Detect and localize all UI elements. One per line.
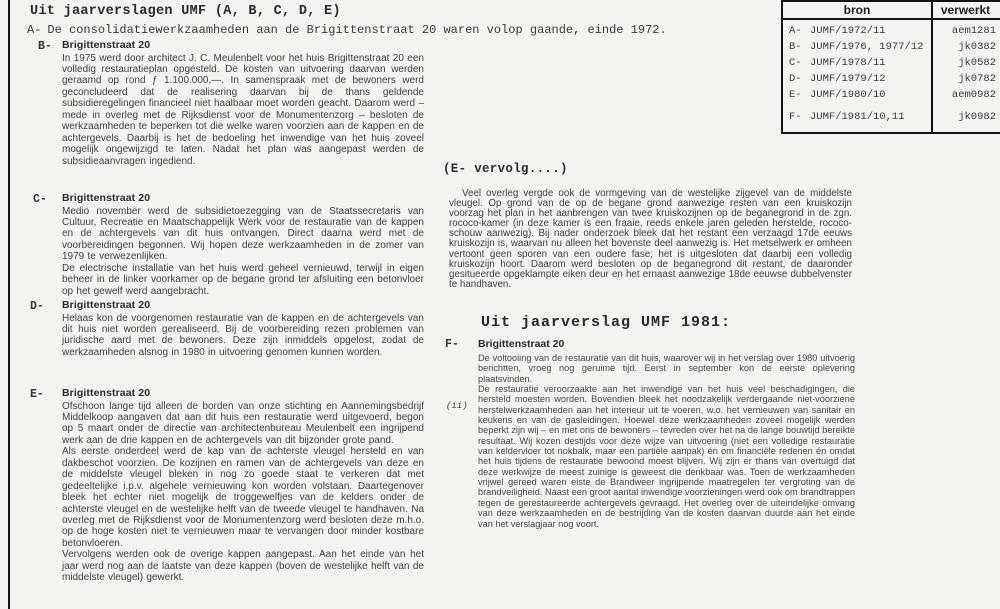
- table-row: [783, 87, 1000, 103]
- table-header-row: [783, 2, 1000, 20]
- section-paragraph: De voltooiing van de restauratie van dit huis, waarover wij in het verslag over 1980 uitvoerig berichtten, vroeg nog geruime tijd. Eerst in september kon de eerste oplevering plaatsvinden.: [478, 353, 855, 384]
- row-letter: A-: [789, 25, 802, 37]
- intro-letter: A-: [27, 23, 42, 37]
- section-e: [30, 387, 424, 584]
- section-letter: D-: [30, 300, 44, 313]
- row-verwerkt: jk0582: [958, 57, 996, 69]
- section-c: [30, 192, 424, 297]
- row-letter: C-: [789, 57, 802, 69]
- section-paragraph: Helaas kon de voorgenomen restauratie van de kappen en de achtergevels van dit huis niet worden gerealiseerd. Bij de voorbereiding rezen problemen van juridische aard met de bewoners. Deze zijn inmiddels opgelost, zodat de werkzaamheden alsnog in 1980 in uitvoering genomen kunnen worden.: [62, 312, 424, 358]
- table-header-bron: bron: [843, 3, 871, 17]
- document-title: Uit jaarverslagen UMF (A, B, C, D, E): [30, 4, 341, 19]
- row-letter: F-: [789, 111, 802, 123]
- section-heading: Brigittenstraat 20: [62, 39, 151, 51]
- section-heading: Brigittenstraat 20: [62, 299, 151, 311]
- table-row: [783, 23, 1000, 39]
- section-paragraph: Als eerste onderdeel werd de kap van de achterste vleugel hersteld en van dakbeschot voorzien. De kozijnen en ramen van de achtergevels van deze en de middelste vleugel bleken in nog zo goede staat te verkeren dat met gedeeltelijke i.p.v. algehele vernieuwing kon worden volstaan. Daartegenover bleek het echter niet mogelijk de troggewelfjes van de kelders onder de achterste vleugel en de westelijke helft van de tweede vleugel te handhaven. Na overleg met de Rijksdienst voor de Monumentenzorg werd besloten deze m.h.o. op de hoge kosten niet te vernieuwen maar te vervangen door minder kostbare betonvloeren.: [62, 446, 424, 549]
- row-letter: B-: [789, 41, 802, 53]
- row-bron: JUMF/1980/10: [810, 89, 886, 101]
- section-heading: Brigittenstraat 20: [478, 338, 565, 350]
- section-letter: B-: [38, 40, 52, 53]
- row-verwerkt: jk0782: [958, 73, 996, 85]
- row-bron: JUMF/1981/10,11: [810, 111, 905, 123]
- row-bron: JUMF/1976, 1977/12: [810, 41, 924, 53]
- section-heading: Brigittenstraat 20: [62, 387, 151, 399]
- section-heading: Brigittenstraat 20: [62, 192, 151, 204]
- row-bron: JUMF/1979/12: [810, 73, 886, 85]
- section-b: [30, 39, 424, 167]
- table-column-divider: [931, 2, 933, 132]
- row-bron: JUMF/1972/11: [810, 25, 886, 37]
- section-letter: E-: [30, 388, 44, 401]
- section-paragraph: Vervolgens werden ook de overige kappen aangepast. Aan het einde van het jaar werd nog aan de laatste van deze kappen (boven de westelijke helft van de middelste vleugel) gewerkt.: [62, 549, 424, 584]
- sources-table: [781, 0, 1000, 134]
- section-letter: C-: [33, 193, 47, 206]
- section-letter: F-: [445, 338, 459, 351]
- section-f: [445, 338, 855, 529]
- table-row: [783, 71, 1000, 87]
- section-d: [30, 299, 424, 358]
- row-bron: JUMF/1978/11: [810, 57, 886, 69]
- scan-edge-line: [8, 0, 10, 609]
- report-1981-heading: Uit jaarverslag UMF 1981:: [481, 314, 732, 331]
- intro-note: [27, 23, 667, 37]
- section-paragraph: Medio november werd de subsidietoezegging van de Staatssecretaris van Cultuur, Recreatie en Maatschappelijk Werk voor de restauratie van de kappen en de achtergevels van dit huis ontvangen. Direct daarna werd met de voorbereidingen begonnen. Wij hopen deze werkzaamheden in de zomer van 1979 te verwezenlijken.: [62, 205, 424, 263]
- table-row: [783, 39, 1000, 55]
- section-paragraph: Ofschoon lange tijd alleen de borden van onze stichting en Aannemingsbedrijf Middelkoop aangaven dat aan dit huis een restauratie werd uitgevoerd, begon op 5 maart onder de directie van architectenbureau Meulenbelt een ingrijpend werk aan de drie kappen en de achtergevels van dit bijzonder grote pand.: [62, 400, 424, 446]
- section-paragraph: De restauratie veroorzaakte aan het inwendige van het huis veel beschadigingen, die hersteld moesten worden. Bovendien bleek het noodzakelijk verdergaande niet-voorziene herstelwerkzaamheden aan het interieur uit te voeren, w.o. het vernieuwen van sanitair en keukens en van de gasleidingen. Hoewel deze werkzaamheden zoveel mogelijk werden beperkt zijn wij – en met ons de bewoners – tevreden over het na de lange bouwtijd bereikte resultaat. Wij kozen destijds voor deze wijze van uitvoering (niet een volledige restauratie van keldervloer tot nokbalk, maar een partiële aanpak) én om financiële redenen én omdat het huis tijdens de restauratie bewoond moest blijven. Wij zijn er thans van overtuigd dat deze werkwijze de meest zuinige is geweest die denkbaar was. Toen de werkzaamheden vrijwel gereed waren eiste de Brandweer ingrijpende maatregelen ter vergroting van de brandveiligheid. Naast een groot aantal inwendige voorzieningen werd ook om brandtrappen tegen de gerestaureerde achtergevels gevraagd. Het overleg over de uiteindelijke omvang van deze werkzaamheden en de bestrijding van de kosten daarvan duurde aan het einde van het verslagjaar nog voort.: [478, 384, 855, 529]
- margin-note: (ii): [446, 401, 468, 411]
- row-verwerkt: jk0982: [958, 111, 996, 123]
- table-rows: [783, 20, 1000, 125]
- section-paragraph: De electrische installatie van het huis werd geheel vernieuwd, terwijl in eigen beheer in de linker voorkamer op de begane grond ter afsluiting een betonvloer op het gewelf werd aangebracht.: [62, 262, 424, 297]
- intro-text: De consolidatiewerkzaamheden aan de Brigittenstraat 20 waren volop gaande, einde 1972.: [47, 23, 667, 37]
- section-paragraph: In 1975 werd door architect J. C. Meulenbelt voor het huis Brigittenstraat 20 een volledig restauratieplan opgesteld. De kosten van uitvoering daarvan werden geraamd op rond ƒ 1.100.000,—. In samenspraak met de bewoners werd geconcludeerd dat de realisering daarvan bij de thans geldende subsidieregelingen financieel niet haalbaar moet worden geacht. Daarom werd – mede in overleg met de Rijksdienst voor de Monumentenzorg – besloten de werkzaamheden te beperken tot die welke waren voorzien aan de kappen en de achtergevels. Daarbij is het de bedoeling het inwendige van het huis zoveel mogelijk ongewijzigd te laten. Nadat het plan was aangepast werden de subsidieaanvragen ingediend.: [62, 52, 424, 167]
- table-header-verwerkt: verwerkt: [940, 3, 991, 17]
- row-verwerkt: jk0382: [958, 41, 996, 53]
- row-letter: E-: [789, 89, 802, 101]
- continuation-paragraph: Veel overleg vergde ook de vormgeving van de westelijke zijgevel van de middelste vleugel. Op grond van de op de begane grond aanwezige resten van een kruiskozijn voorzag het plan in het aanbrengen van twee kruiskozijnen op de beganegrond in de zgn. rococo-kamer (in deze kamer is een fraaie, reeds enkele jaren geleden herstelde, rococo-schouw aanwezig). Bij nader onderzoek bleek dat het restant een verzaagd 17de eeuws kruiskozijn is, waarvan nu alleen het bovenste deel aanwezig is. Het metselwerk er omheen vertoont geen sporen van een oudere fase; het is uitgesloten dat daarbij een volledig kruiskozijn hoort. Daarom werd besloten op de beganegrond dit restant, de daaronder gesitueerde opgeklampte eiken deur en het ernaast aanwezige 18de eeuwse dubbelvenster te handhaven.: [449, 188, 852, 290]
- continuation-heading: (E- vervolg....): [443, 162, 568, 176]
- table-row: [783, 55, 1000, 71]
- table-row: [783, 109, 1000, 125]
- row-letter: D-: [789, 73, 802, 85]
- row-verwerkt: aem0982: [951, 89, 996, 101]
- row-verwerkt: aem1281: [951, 25, 996, 37]
